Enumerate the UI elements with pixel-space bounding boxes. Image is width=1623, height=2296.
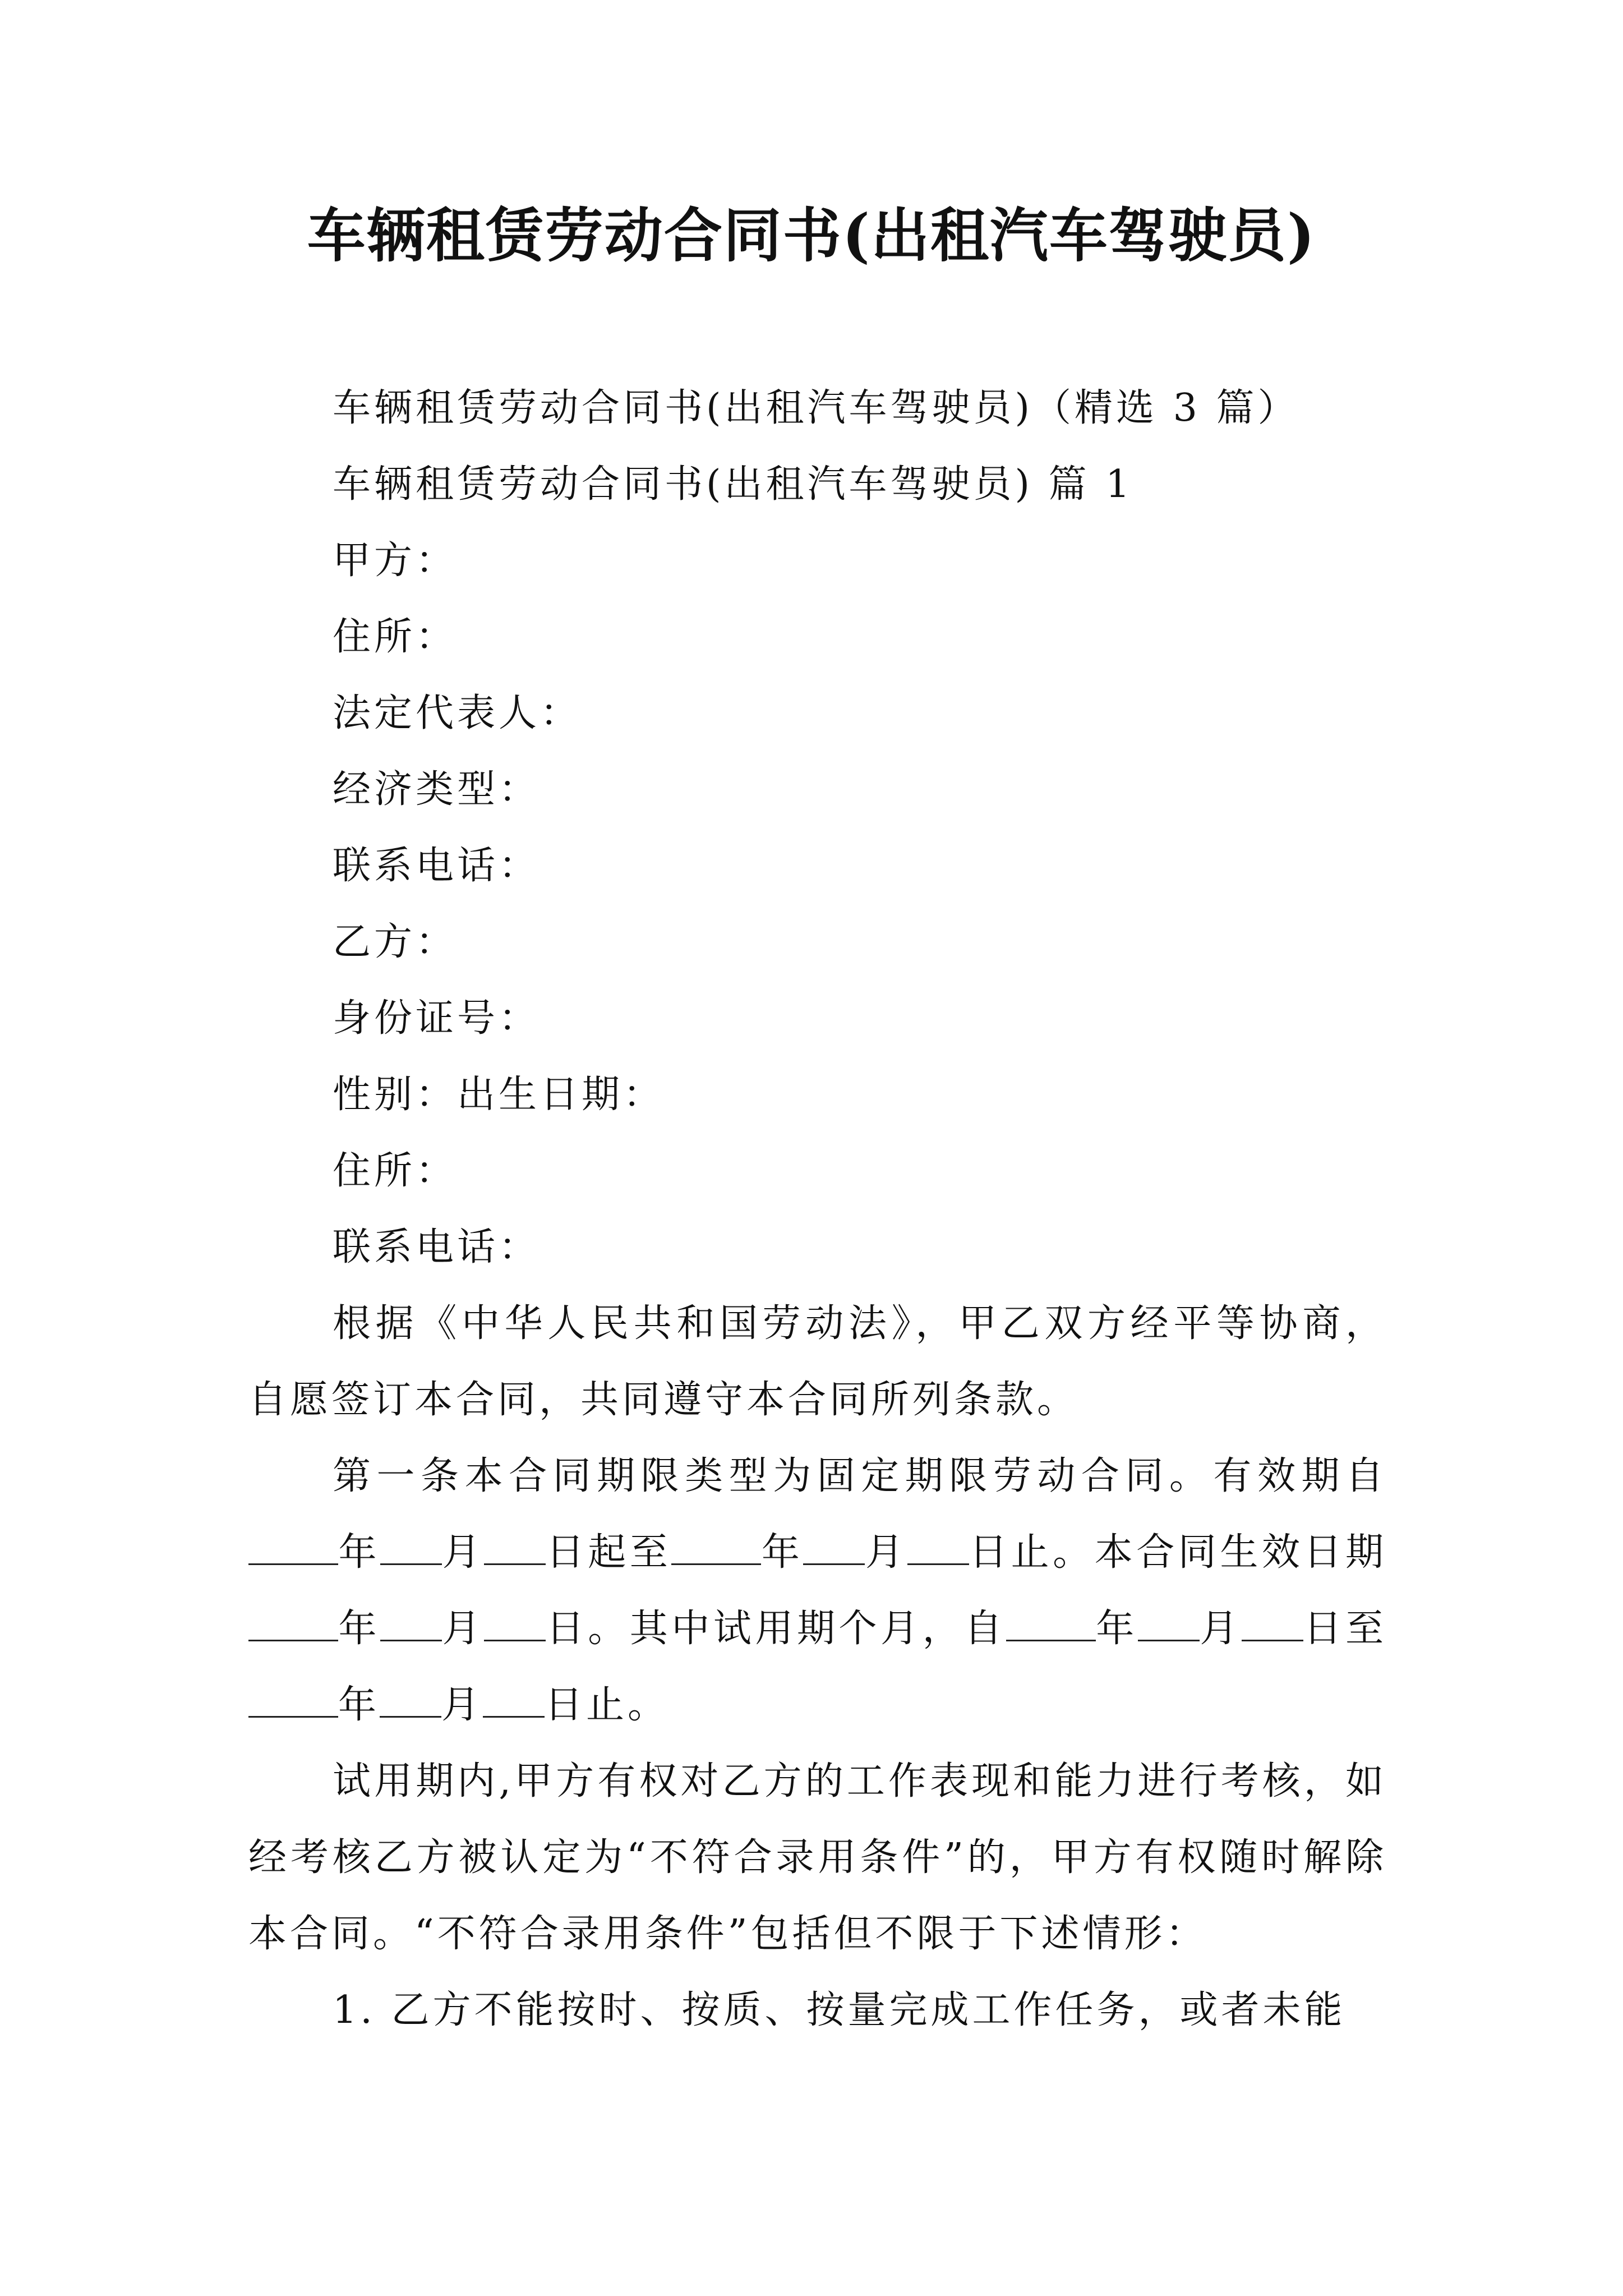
year-label: 年	[338, 1530, 381, 1575]
blank-line	[248, 1603, 338, 1641]
subtitle: 车辆租赁劳动合同书(出租汽车驾驶员)（精选 3 篇）	[333, 386, 1299, 430]
blank-line	[1242, 1603, 1303, 1641]
blank-line	[380, 1603, 442, 1641]
blank-line	[803, 1527, 865, 1565]
document-body	[248, 370, 1387, 2049]
month-label: 月	[442, 1530, 485, 1575]
party-b-gender-birth-label: 性别：出生日期：	[333, 1073, 665, 1117]
year-label: 年	[338, 1607, 381, 1651]
party-a-phone-label: 联系电话：	[333, 844, 541, 888]
year-label: 年	[1095, 1607, 1138, 1651]
article-1-text: 第一条本合同期限类型为固定期限劳动合同。有效期自	[333, 1454, 1387, 1498]
party-b-id-label: 身份证号：	[333, 996, 541, 1041]
blank-line	[671, 1527, 761, 1565]
blank-line	[1138, 1603, 1200, 1641]
month-label: 月	[865, 1530, 907, 1575]
intro-paragraph: 根据《中华人民共和国劳动法》，甲乙双方经平等协商，自愿签订本合同，共同遵守本合同所列条款。	[248, 1301, 1387, 1422]
party-a-economic-type-label: 经济类型：	[333, 767, 541, 812]
month-label: 月	[442, 1607, 485, 1651]
day-to-label: 日至	[1303, 1607, 1387, 1651]
party-a-address-label: 住所：	[333, 615, 458, 659]
blank-line	[380, 1680, 441, 1718]
blank-line	[1006, 1603, 1096, 1641]
blank-line	[484, 1603, 546, 1641]
day-end-label: 日止。本合同生效日期	[969, 1530, 1387, 1575]
blank-line	[248, 1527, 338, 1565]
month-label: 月	[1199, 1607, 1242, 1651]
document-title: 车辆租赁劳动合同书(出租汽车驾驶员)	[307, 201, 1316, 270]
blank-line	[380, 1527, 442, 1565]
probation-paragraph: 试用期内,甲方有权对乙方的工作表现和能力进行考核，如经考核乙方被认定为“不符合录用条件”的，甲方有权随时解除本合同。“不符合录用条件”包括但不限于下述情形：	[248, 1759, 1387, 1956]
blank-line	[248, 1680, 338, 1718]
month-label: 月	[441, 1683, 483, 1727]
section-heading: 车辆租赁劳动合同书(出租汽车驾驶员) 篇 1	[333, 462, 1133, 507]
day-label: 日。其中试用期个月，自	[546, 1607, 1006, 1651]
year-label: 年	[761, 1530, 804, 1575]
party-b-address-label: 住所：	[333, 1149, 458, 1193]
party-b-phone-label: 联系电话：	[333, 1225, 541, 1269]
year-label: 年	[338, 1683, 380, 1727]
party-a-legal-rep-label: 法定代表人：	[333, 691, 582, 735]
blank-line	[484, 1527, 546, 1565]
article-1-paragraph	[248, 1438, 1387, 1743]
party-b-label: 乙方：	[333, 920, 458, 964]
day-stop-label: 日止。	[545, 1683, 670, 1727]
list-item-1: 1. 乙方不能按时、按质、按量完成工作任务，或者未能	[333, 1988, 1346, 2032]
blank-line	[483, 1680, 545, 1718]
day-from-label: 日起至	[546, 1530, 672, 1575]
party-a-label: 甲方：	[333, 539, 458, 583]
blank-line	[907, 1527, 969, 1565]
